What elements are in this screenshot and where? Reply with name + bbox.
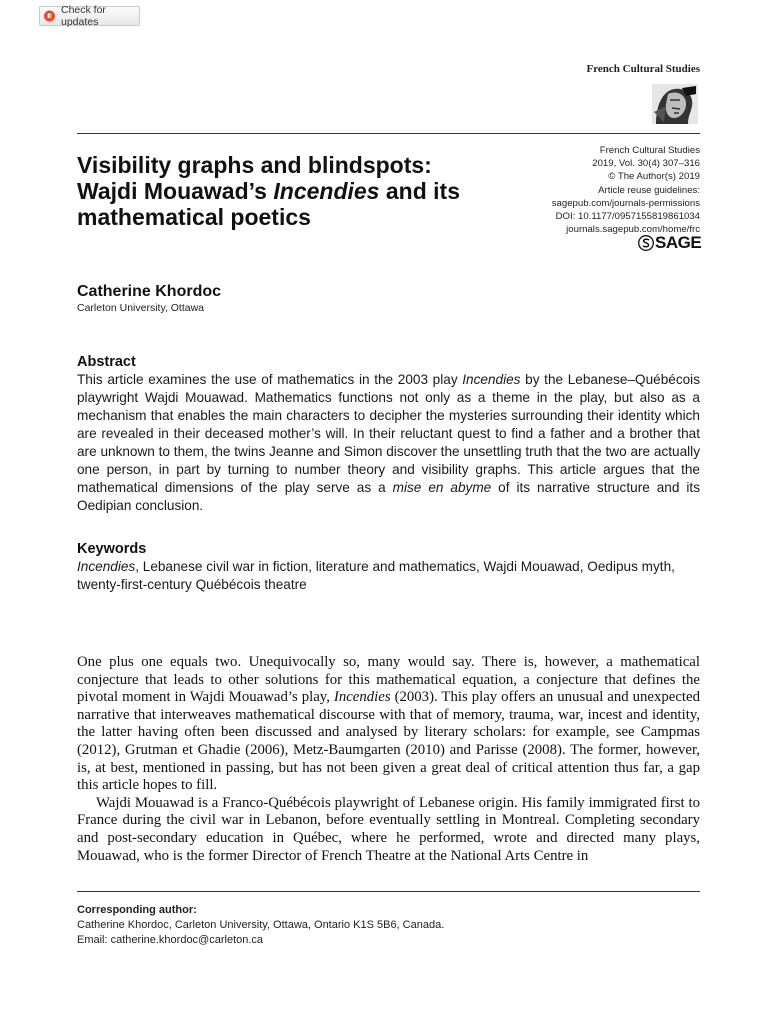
meta-doi[interactable]: DOI: 10.1177/0957155819861034: [555, 211, 700, 223]
meta-permissions-link[interactable]: sagepub.com/journals-permissions: [551, 197, 700, 209]
corresponding-author-email[interactable]: Email: catherine.khordoc@carleton.ca: [77, 934, 264, 946]
body-paragraph: One plus one equals two. Unequivocally so, many would say. There is, however, a mathematical conjecture that leads to other solutions for this mathematical equation, a conjecture that defines the pivotal moment in Wajdi Mouawad’s play, Incendies (2003). This play offers an unusual and unexpected narrative that interweaves mathematical discourse with that of memory, trauma, war, incest and identity, the latter having often been discussed and analysed by literary scholars: for example, see Campmas (2012), Grutman et Ghadie (2006), Metz-Baumgarten (2010) and Parisse (2008). The former, however, is, at best, mentioned in passing, but has not been given a great deal of critical attention thus far, a gap this article hopes to fill.: [77, 654, 700, 794]
journal-running-head: French Cultural Studies: [586, 63, 700, 75]
corresponding-author-note: [77, 903, 700, 948]
publisher-name: SAGE: [655, 233, 702, 252]
update-bookmark-icon: [44, 10, 55, 22]
header-rule: [77, 133, 700, 134]
abstract-text: This article examines the use of mathematics in the 2003 play Incendies by the Lebanese–Québécois playwright Wajdi Mouawad. Mathematics functions not only as a theme in the play, but also as a mechanism that enables the main characters to decipher the mysteries surrounding their identity which are revealed in their deceased mother’s will. In their reluctant quest to find a father and a brother that are unknown to them, the twins Jeanne and Simon discover the unsettling truth that the two are actually one person, in part by turning to number theory and visibility graphs. This article argues that the mathematical dimensions of the play serve as a mise en abyme of its narrative structure and its Oedipian conclusion.: [77, 372, 700, 513]
meta-volume: 2019, Vol. 30(4) 307–316: [592, 158, 700, 170]
keywords-heading: Keywords: [77, 541, 147, 557]
meta-journal-link[interactable]: journals.sagepub.com/home/frc: [566, 224, 700, 236]
author-name: Catherine Khordoc: [77, 283, 222, 300]
publication-metadata: [460, 144, 700, 236]
meta-copyright: © The Author(s) 2019: [608, 171, 700, 183]
footnote-rule: [77, 891, 700, 892]
corresponding-author-address: Catherine Khordoc, Carleton University, Ottawa, Ontario K1S 5B6, Canada.: [77, 919, 445, 931]
body-paragraph: Wajdi Mouawad is a Franco-Québécois playwright of Lebanese origin. His family immigrated first to France during the civil war in Lebanon, before eventually settling in Montreal. Completing secondary and post-secondary education in Québec, where he performed, wrote and directed many plays, Mouawad, who is the former Director of French Theatre at the National Arts Centre in: [77, 794, 700, 864]
body-text: [77, 654, 700, 865]
article-title: Visibility graphs and blindspots: Wajdi Mouawad’s Incendies and its mathematical poetics: [77, 152, 460, 230]
publisher-logo: [638, 234, 701, 252]
meta-journal: French Cultural Studies: [599, 145, 700, 156]
keywords-text: Incendies, Lebanese civil war in fiction, literature and mathematics, Wajdi Mouawad, Oedipus myth, twenty-first-century Québécois theatre: [77, 559, 675, 592]
corresponding-author-label: Corresponding author:: [77, 904, 197, 916]
abstract-heading: Abstract: [77, 354, 136, 370]
journal-logo-icon: [650, 82, 700, 126]
check-for-updates-button[interactable]: [39, 6, 140, 26]
check-for-updates-label: Check for updates: [60, 4, 106, 28]
author-affiliation: Carleton University, Ottawa: [77, 302, 205, 314]
meta-reuse: Article reuse guidelines:: [598, 184, 700, 196]
sage-logo-icon: [638, 235, 654, 251]
